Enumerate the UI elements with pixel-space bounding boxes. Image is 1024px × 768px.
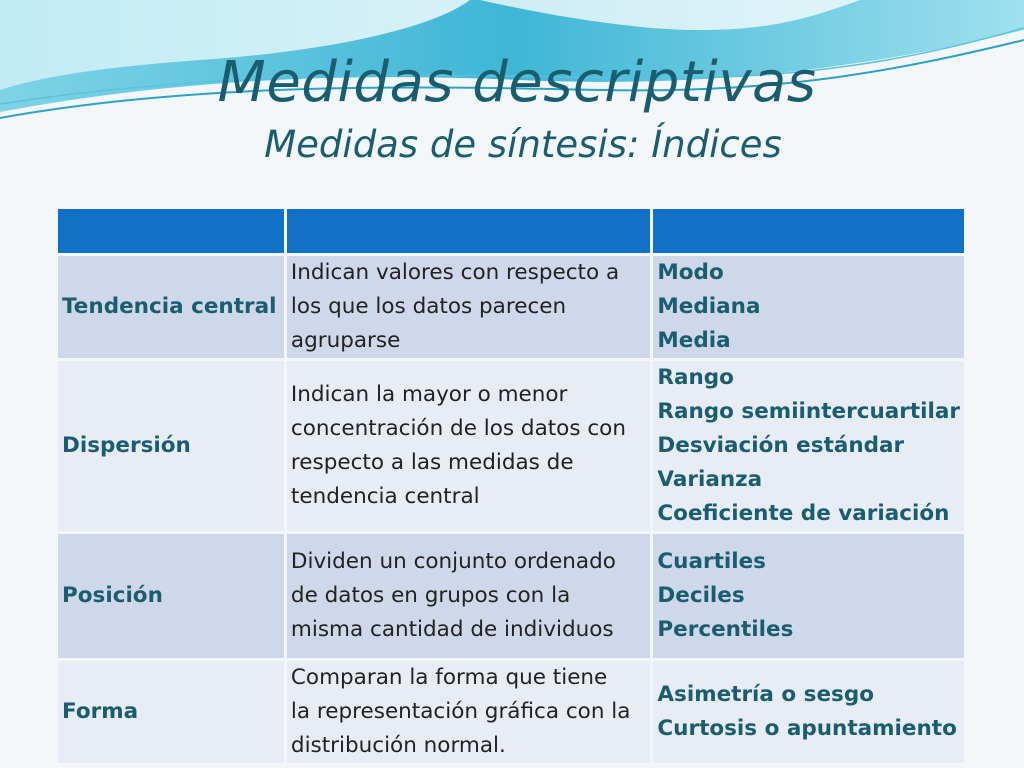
measure-category: Forma	[58, 661, 284, 763]
header-cell	[58, 209, 284, 253]
description-line: la representación gráfica con la	[290, 699, 631, 724]
description-line: concentración de los datos con	[290, 416, 626, 441]
measure-item: Deciles	[657, 583, 745, 608]
measure-list	[653, 256, 964, 358]
description-line: agruparse	[290, 328, 401, 353]
description-line: Comparan la forma que tiene	[290, 665, 608, 690]
category-description	[287, 361, 650, 531]
measures-table	[55, 206, 967, 766]
measure-list	[653, 661, 964, 763]
measure-item: Media	[657, 328, 731, 353]
measure-item: Cuartiles	[657, 549, 766, 574]
description-line: de datos en grupos con la	[290, 583, 571, 608]
header-cell	[653, 209, 964, 253]
table-row	[58, 534, 964, 658]
measure-list	[653, 534, 964, 658]
description-line: Dividen un conjunto ordenado	[290, 549, 616, 574]
measure-category: Dispersión	[58, 361, 284, 531]
description-line: distribución normal.	[290, 733, 506, 758]
measure-item: Varianza	[657, 467, 763, 492]
measure-list	[653, 361, 964, 531]
table-row	[58, 256, 964, 358]
slide-title: Medidas descriptivas	[217, 50, 817, 115]
table-row	[58, 361, 964, 531]
measure-item: Curtosis o apuntamiento	[657, 716, 957, 741]
measure-category: Tendencia central	[58, 256, 284, 358]
measure-item: Mediana	[657, 294, 761, 319]
description-line: Indican valores con respecto a	[290, 260, 620, 285]
title-block	[0, 46, 1024, 170]
description-line: respecto a las medidas de	[290, 450, 574, 475]
measure-item: Percentiles	[657, 617, 794, 642]
measure-item: Coeficiente de variación	[657, 501, 950, 526]
category-description	[287, 256, 650, 358]
header-cell	[287, 209, 650, 253]
description-line: los que los datos parecen	[290, 294, 567, 319]
table-row	[58, 661, 964, 763]
category-description	[287, 534, 650, 658]
measure-item: Modo	[657, 260, 724, 285]
slide-subtitle: Medidas de síntesis: Índices	[264, 123, 782, 166]
description-line: misma cantidad de individuos	[290, 617, 614, 642]
measure-item: Rango semiintercuartilar	[657, 399, 960, 424]
description-line: Indican la mayor o menor	[290, 382, 568, 407]
measure-category: Posición	[58, 534, 284, 658]
measure-item: Rango	[657, 365, 734, 390]
table-header-row	[58, 209, 964, 253]
measure-item: Desviación estándar	[657, 433, 905, 458]
category-description	[287, 661, 650, 763]
measure-item: Asimetría o sesgo	[657, 682, 875, 707]
description-line: tendencia central	[290, 484, 480, 509]
